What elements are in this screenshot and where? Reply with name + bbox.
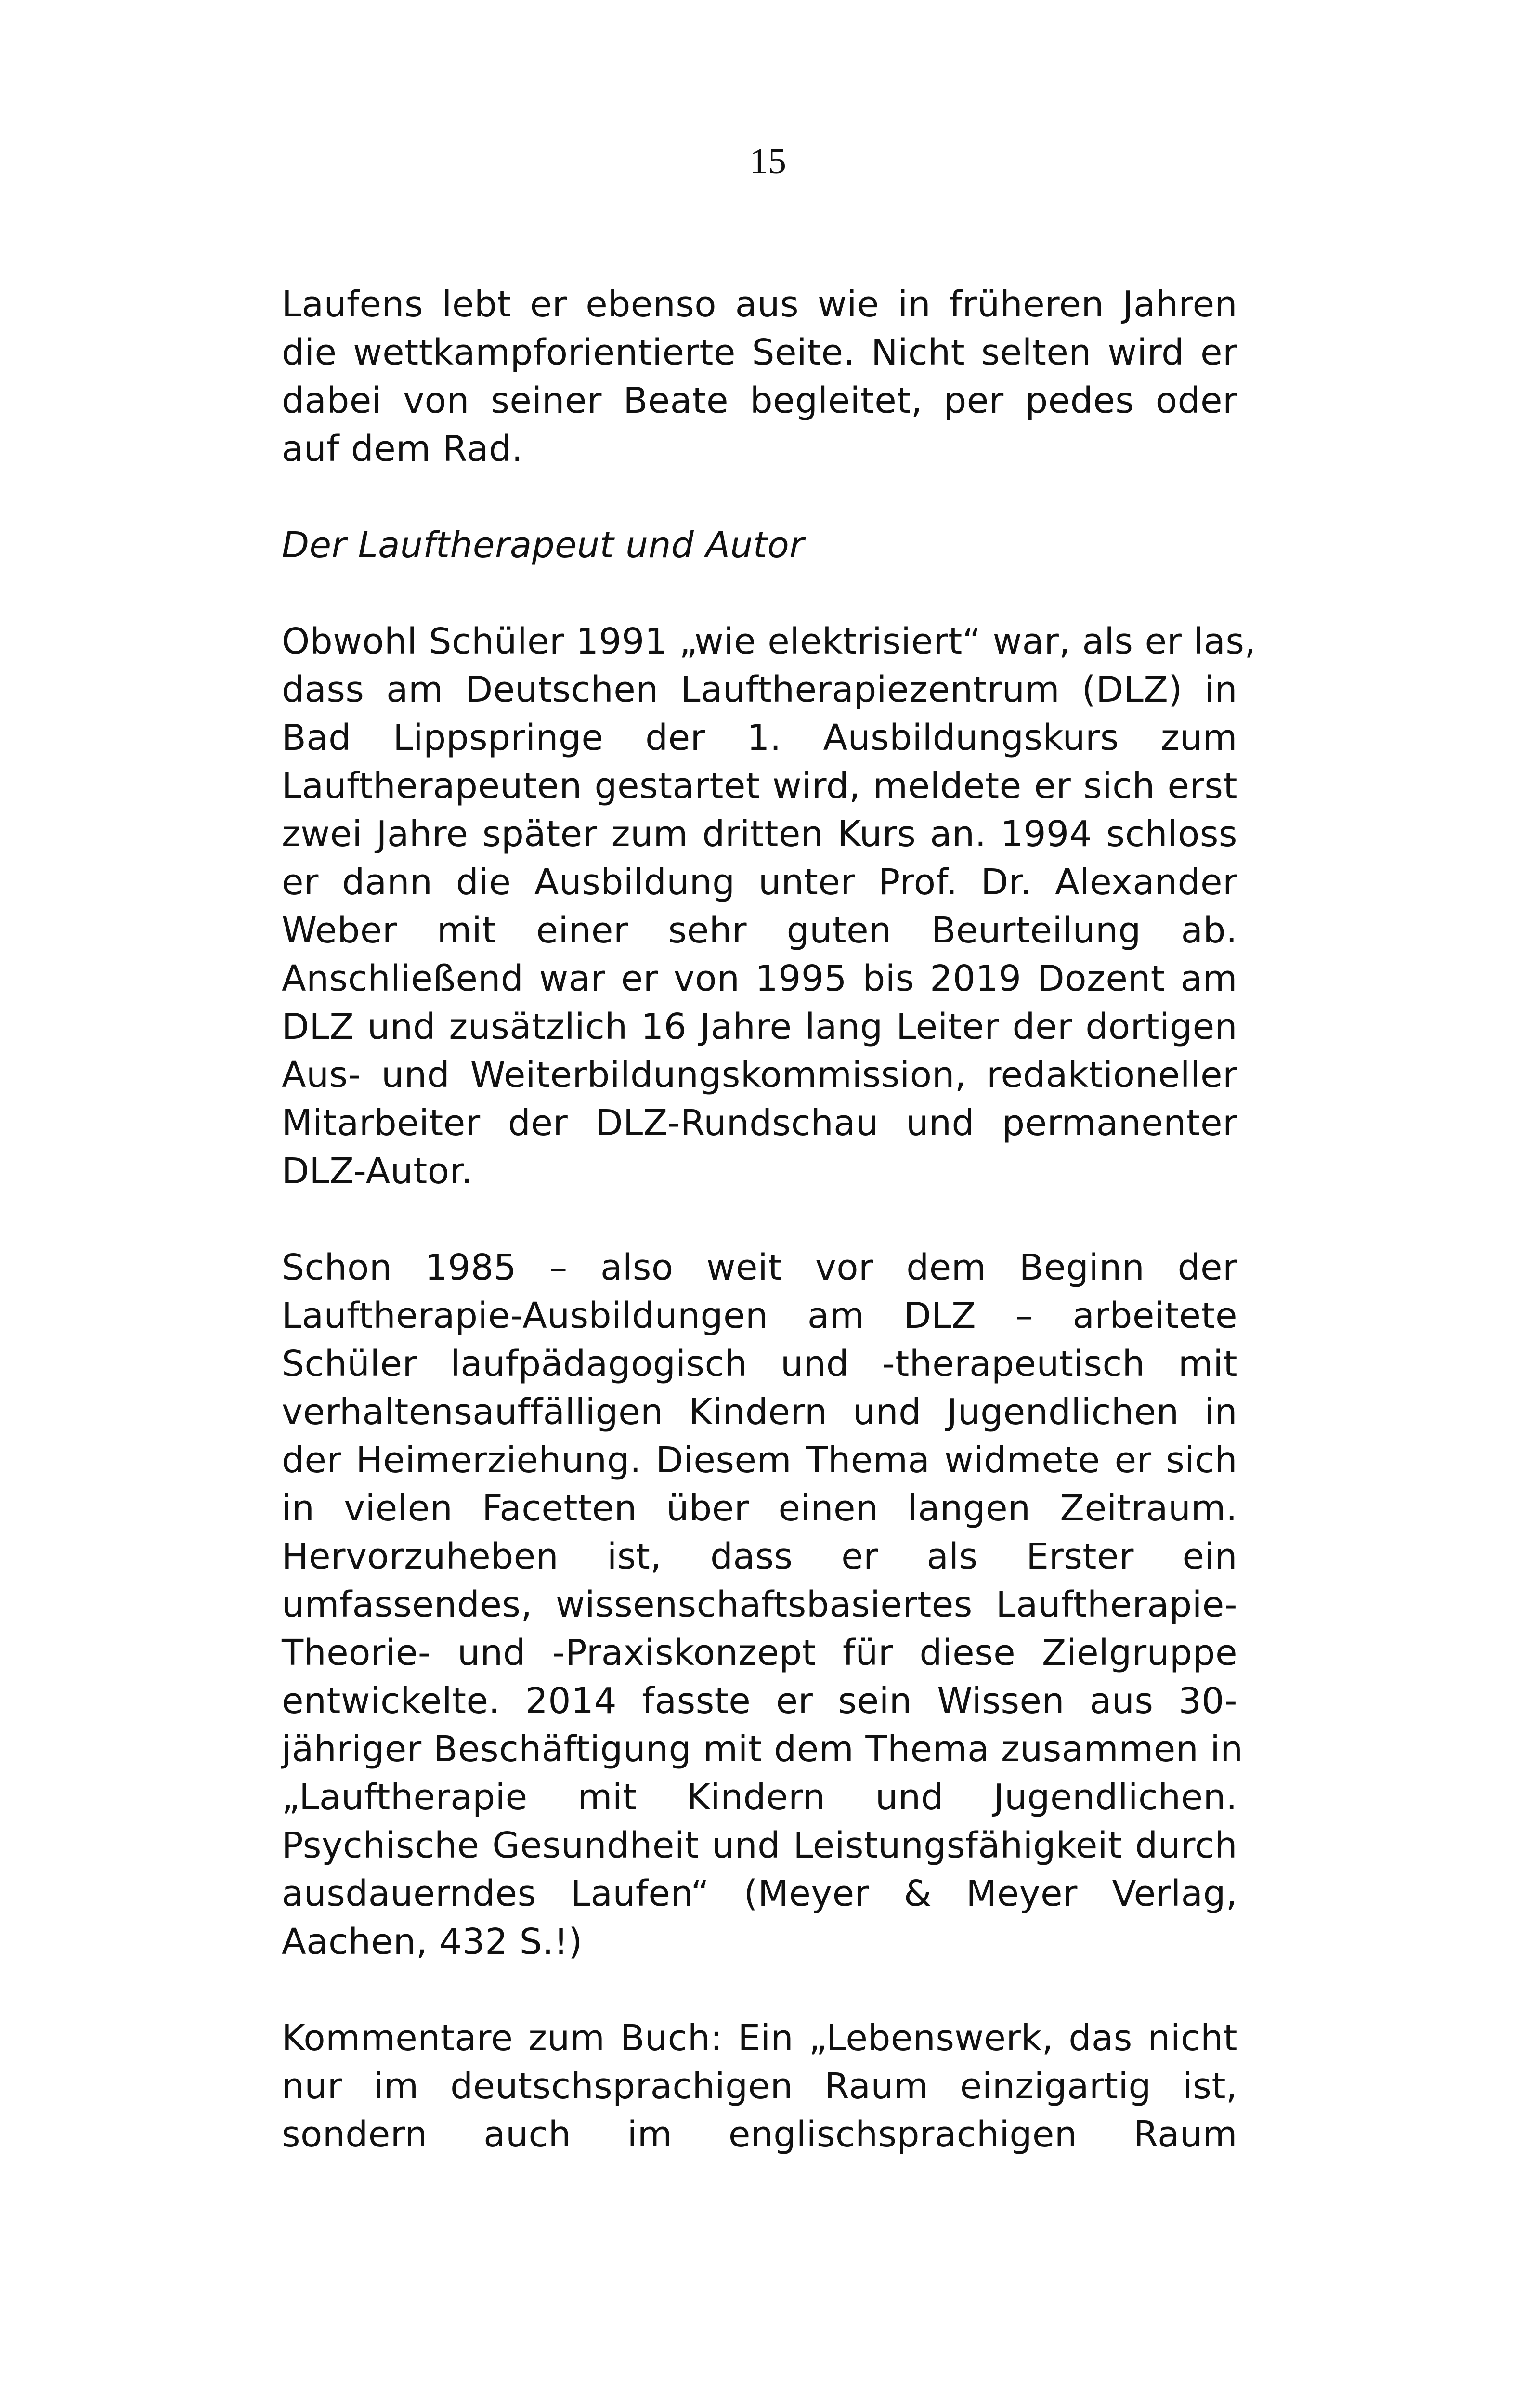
text-line: ausdauerndes Laufen“ (Meyer & Meyer Verlag, (282, 1873, 1237, 1914)
paragraph-1 (282, 280, 1237, 473)
text-line: Anschließend war er von 1995 bis 2019 Dozent am (282, 958, 1237, 999)
paragraph-spacer (282, 473, 1237, 521)
text-line: auf dem Rad. (282, 428, 523, 470)
paragraph-4 (282, 2014, 1237, 2159)
text-line: Psychische Gesundheit und Leistungsfähigkeit durch (282, 1825, 1237, 1866)
text-line: jähriger Beschäftigung mit dem Thema zusammen in (282, 1728, 1243, 1770)
page-number: 15 (750, 141, 786, 182)
text-line: der Heimerziehung. Diesem Thema widmete er sich (282, 1440, 1237, 1481)
text-line: dass am Deutschen Lauftherapiezentrum (DLZ) in (282, 669, 1237, 710)
text-line: Theorie- und -Praxiskonzept für diese Zielgruppe (282, 1632, 1237, 1674)
text-line: entwickelte. 2014 fasste er sein Wissen aus 30- (282, 1680, 1237, 1722)
text-line: die wettkampforientierte Seite. Nicht selten wird er (282, 332, 1237, 373)
text-line: in vielen Facetten über einen langen Zeitraum. (282, 1488, 1237, 1529)
text-line: Schon 1985 – also weit vor dem Beginn der (282, 1247, 1237, 1288)
text-line: zwei Jahre später zum dritten Kurs an. 1994 schloss (282, 813, 1237, 855)
text-line: nur im deutschsprachigen Raum einzigartig ist, (282, 2066, 1237, 2107)
paragraph-2 (282, 617, 1256, 1195)
text-line: verhaltensauffälligen Kindern und Jugendlichen in (282, 1391, 1237, 1433)
text-line: DLZ-Autor. (282, 1151, 473, 1192)
paragraph-spacer (282, 569, 1237, 617)
text-line: sondern auch im englischsprachigen Raum (282, 2114, 1237, 2155)
text-line: Aachen, 432 S.!) (282, 1921, 583, 1963)
paragraph-3 (282, 1243, 1243, 1966)
text-line: Mitarbeiter der DLZ-Rundschau und permanenter (282, 1102, 1237, 1144)
text-line: Weber mit einer sehr guten Beurteilung ab. (282, 910, 1237, 951)
text-line: dabei von seiner Beate begleitet, per pedes oder (282, 380, 1237, 421)
text-line: er dann die Ausbildung unter Prof. Dr. Alexander (282, 862, 1237, 903)
text-line: Kommentare zum Buch: Ein „Lebenswerk, das nicht (282, 2017, 1237, 2059)
text-line: „Lauftherapie mit Kindern und Jugendlichen. (282, 1777, 1237, 1818)
text-line: Bad Lippspringe der 1. Ausbildungskurs zum (282, 717, 1237, 759)
text-line: Schüler laufpädagogisch und -therapeutisch mit (282, 1343, 1237, 1385)
paragraph-spacer (282, 1195, 1237, 1243)
text-line: Laufens lebt er ebenso aus wie in früheren Jahren (282, 284, 1237, 325)
page-body (282, 280, 1256, 2159)
paragraph-spacer (282, 1966, 1237, 2014)
text-line: Aus- und Weiterbildungskommission, redaktioneller (282, 1054, 1237, 1096)
text-line: Obwohl Schüler 1991 „wie elektrisiert“ war, als er las, (282, 621, 1256, 662)
text-line: Lauftherapeuten gestartet wird, meldete er sich erst (282, 765, 1237, 807)
text-line: Lauftherapie-Ausbildungen am DLZ – arbeitete (282, 1295, 1237, 1336)
text-line: Hervorzuheben ist, dass er als Erster ein (282, 1536, 1237, 1577)
section-heading: Der Lauftherapeut und Autor (282, 524, 805, 566)
text-line: DLZ und zusätzlich 16 Jahre lang Leiter der dortigen (282, 1006, 1237, 1047)
text-line: umfassendes, wissenschaftsbasiertes Lauftherapie- (282, 1584, 1237, 1625)
